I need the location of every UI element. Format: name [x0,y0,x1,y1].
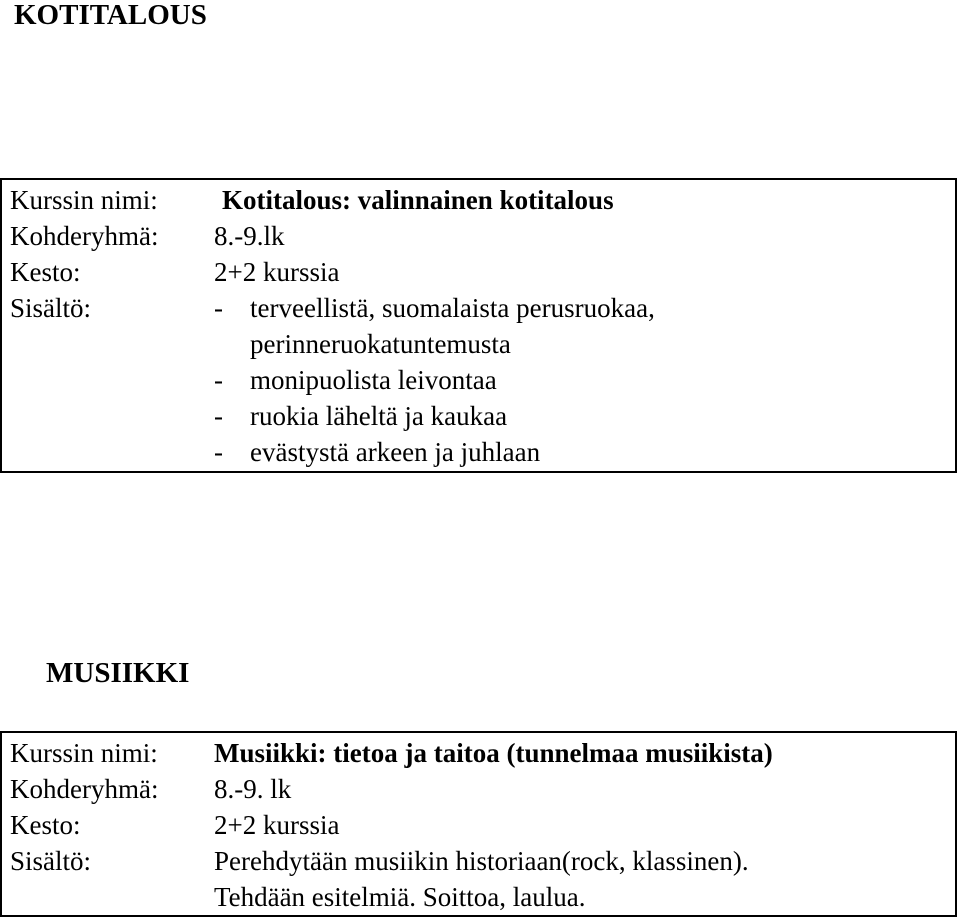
section-heading-kotitalous: KOTITALOUS [14,0,207,31]
target-group-row [2,218,955,254]
bullet-dash: - [214,365,223,395]
content-row [2,290,955,326]
content-row [2,362,955,398]
course-name-value: Kotitalous: valinnainen kotitalous [222,185,614,215]
duration-value: 2+2 kurssia [214,810,340,840]
section-heading-musiikki: MUSIIKKI [46,657,190,689]
content-text: Tehdään esitelmiä. Soittoa, laulua. [214,882,586,912]
content-item-text: terveellistä, suomalaista perusruokaa, [250,293,655,323]
content-item-text: perinneruokatuntemusta [250,329,511,359]
content-item-text: monipuolista leivontaa [250,365,497,395]
bullet-dash: - [214,401,223,431]
content-item-text: evästystä arkeen ja juhlaan [250,437,541,467]
content-row [2,398,955,434]
content-label: Sisältö: [10,293,92,323]
course-name-row [2,735,955,771]
duration-row [2,254,955,290]
course-box-kotitalous [0,178,957,473]
duration-value: 2+2 kurssia [214,257,340,287]
content-row [2,843,955,879]
content-row [2,326,955,362]
duration-label: Kesto: [10,810,81,840]
bullet-dash: - [214,437,223,467]
content-row [2,879,955,915]
target-group-row [2,771,955,807]
target-group-label: Kohderyhmä: [10,221,159,251]
duration-row [2,807,955,843]
target-group-value: 8.-9. lk [214,774,292,804]
course-name-label: Kurssin nimi: [10,185,158,215]
bullet-dash: - [214,293,223,323]
content-row [2,434,955,470]
content-text: Perehdytään musiikin historiaan(rock, klassinen). [214,846,749,876]
duration-label: Kesto: [10,257,81,287]
course-name-label: Kurssin nimi: [10,738,158,768]
target-group-label: Kohderyhmä: [10,774,159,804]
course-name-row [2,182,955,218]
course-name-value: Musiikki: tietoa ja taitoa (tunnelmaa musiikista) [214,738,773,768]
target-group-value: 8.-9.lk [214,221,285,251]
course-box-musiikki [0,731,957,917]
content-label: Sisältö: [10,846,92,876]
content-item-text: ruokia läheltä ja kaukaa [250,401,508,431]
